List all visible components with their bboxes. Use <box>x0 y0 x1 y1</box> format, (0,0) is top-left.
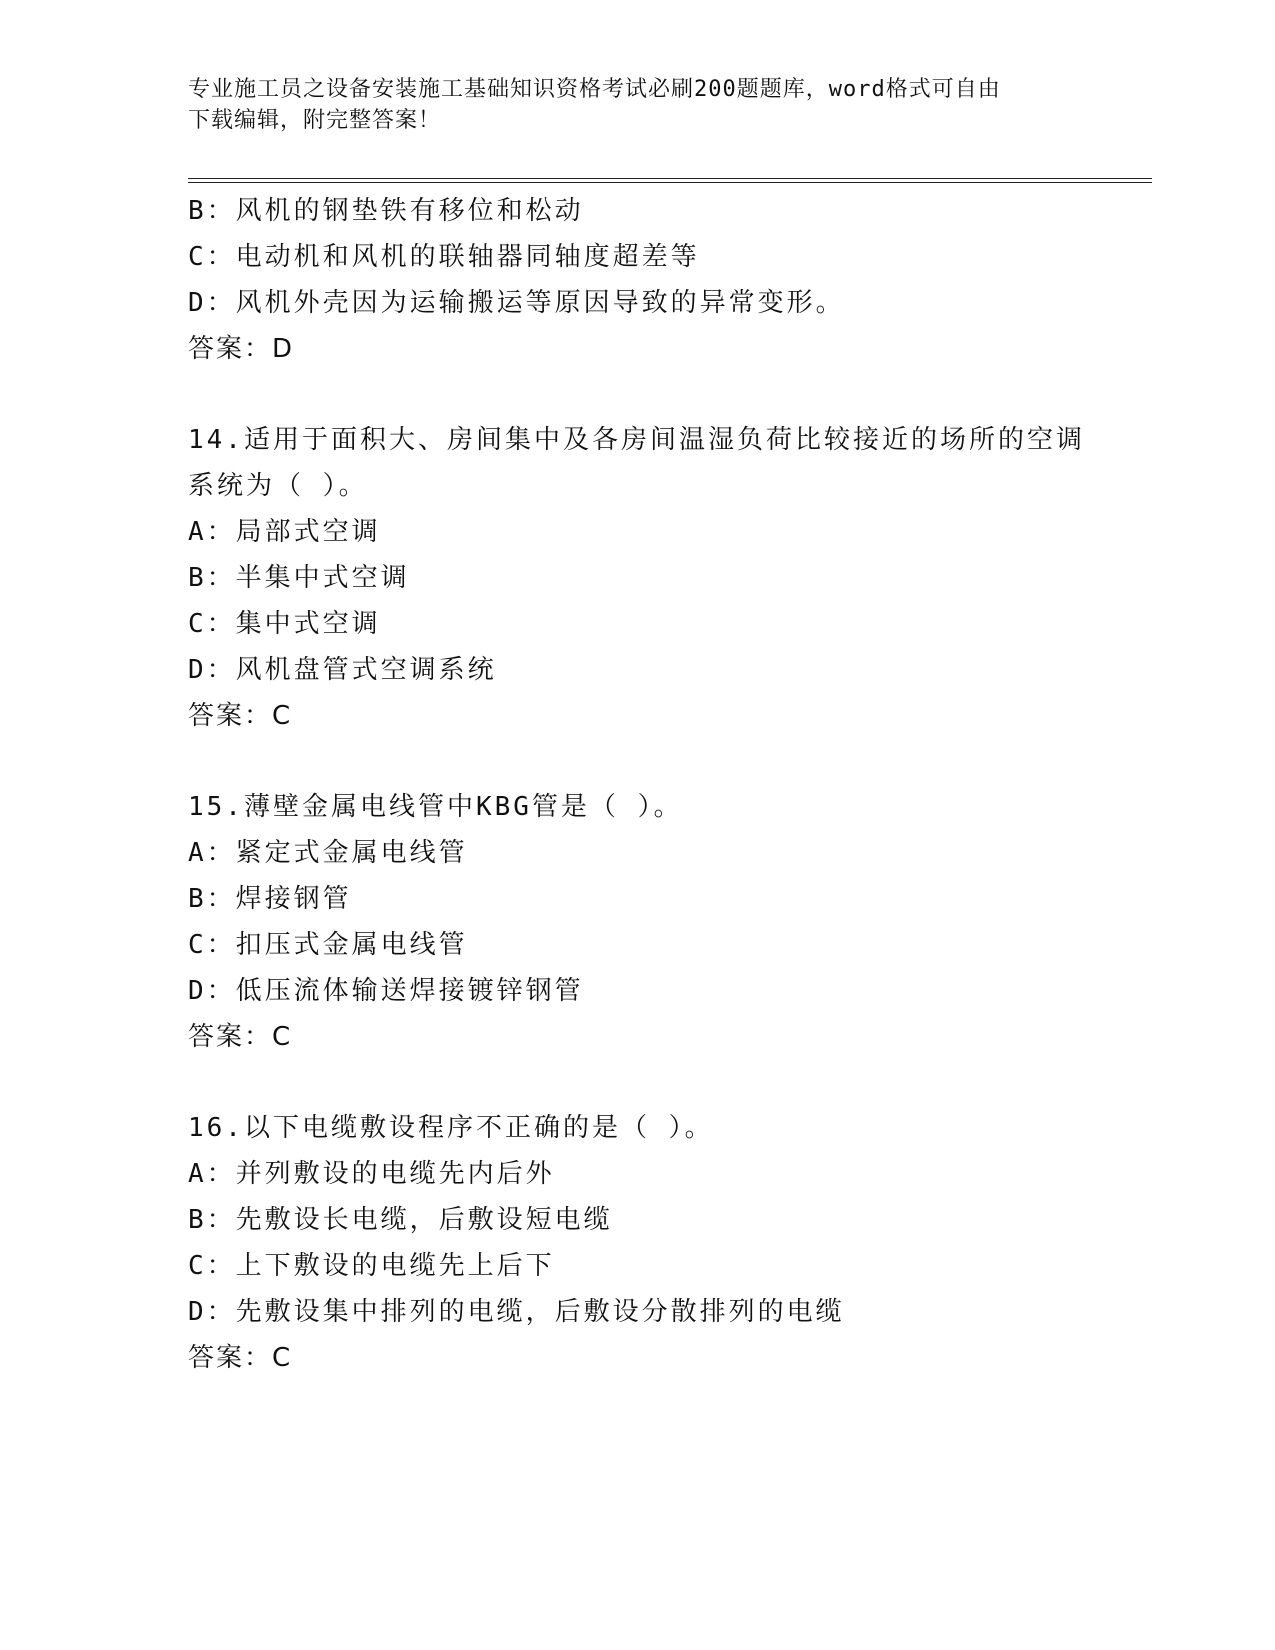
question-15 <box>188 784 1088 1060</box>
option-a: A：紧定式金属电线管 <box>188 838 468 868</box>
option-b: B：半集中式空调 <box>188 563 410 593</box>
answer: 答案：C <box>188 1343 293 1373</box>
question-stem-line-1: 14.适用于面积大、房间集中及各房间温湿负荷比较接近的场所的空调 <box>188 425 1085 455</box>
question-stem-line-1: 16.以下电缆敷设程序不正确的是（ ）。 <box>188 1113 714 1143</box>
header-line-1: 专业施工员之设备安装施工基础知识资格考试必刷200题题库，word格式可自由 <box>188 77 1001 102</box>
question-13 <box>188 188 1088 372</box>
answer: 答案：D <box>188 334 295 364</box>
option-b: B：焊接钢管 <box>188 884 352 914</box>
question-stem-line-2: 系统为（ ）。 <box>188 471 368 501</box>
header-line-2: 下载编辑，附完整答案！ <box>188 108 442 133</box>
option-d: D：先敷设集中排列的电缆，后敷设分散排列的电缆 <box>188 1297 845 1327</box>
option-d: D：低压流体输送焊接镀锌钢管 <box>188 976 584 1006</box>
question-16 <box>188 1105 1088 1381</box>
answer: 答案：C <box>188 701 293 731</box>
option-a: A：局部式空调 <box>188 517 381 547</box>
question-14 <box>188 417 1088 739</box>
option-c: C：扣压式金属电线管 <box>188 930 468 960</box>
spacer <box>188 1060 1088 1105</box>
answer: 答案：C <box>188 1022 293 1052</box>
question-stem-line-1: 15.薄壁金属电线管中KBG管是（ ）。 <box>188 792 683 822</box>
option-c: C：集中式空调 <box>188 609 381 639</box>
document-header <box>188 74 1068 136</box>
option-b: B：风机的钢垫铁有移位和松动 <box>188 196 584 226</box>
option-b: B：先敷设长电缆，后敷设短电缆 <box>188 1205 613 1235</box>
spacer <box>188 739 1088 784</box>
option-c: C：电动机和风机的联轴器同轴度超差等 <box>188 242 700 272</box>
header-divider <box>188 178 1152 183</box>
question-content <box>188 188 1088 1381</box>
option-c: C：上下敷设的电缆先上后下 <box>188 1251 555 1281</box>
spacer <box>188 372 1088 417</box>
option-d: D：风机外壳因为运输搬运等原因导致的异常变形。 <box>188 288 845 318</box>
option-a: A：并列敷设的电缆先内后外 <box>188 1159 555 1189</box>
option-d: D：风机盘管式空调系统 <box>188 655 497 685</box>
